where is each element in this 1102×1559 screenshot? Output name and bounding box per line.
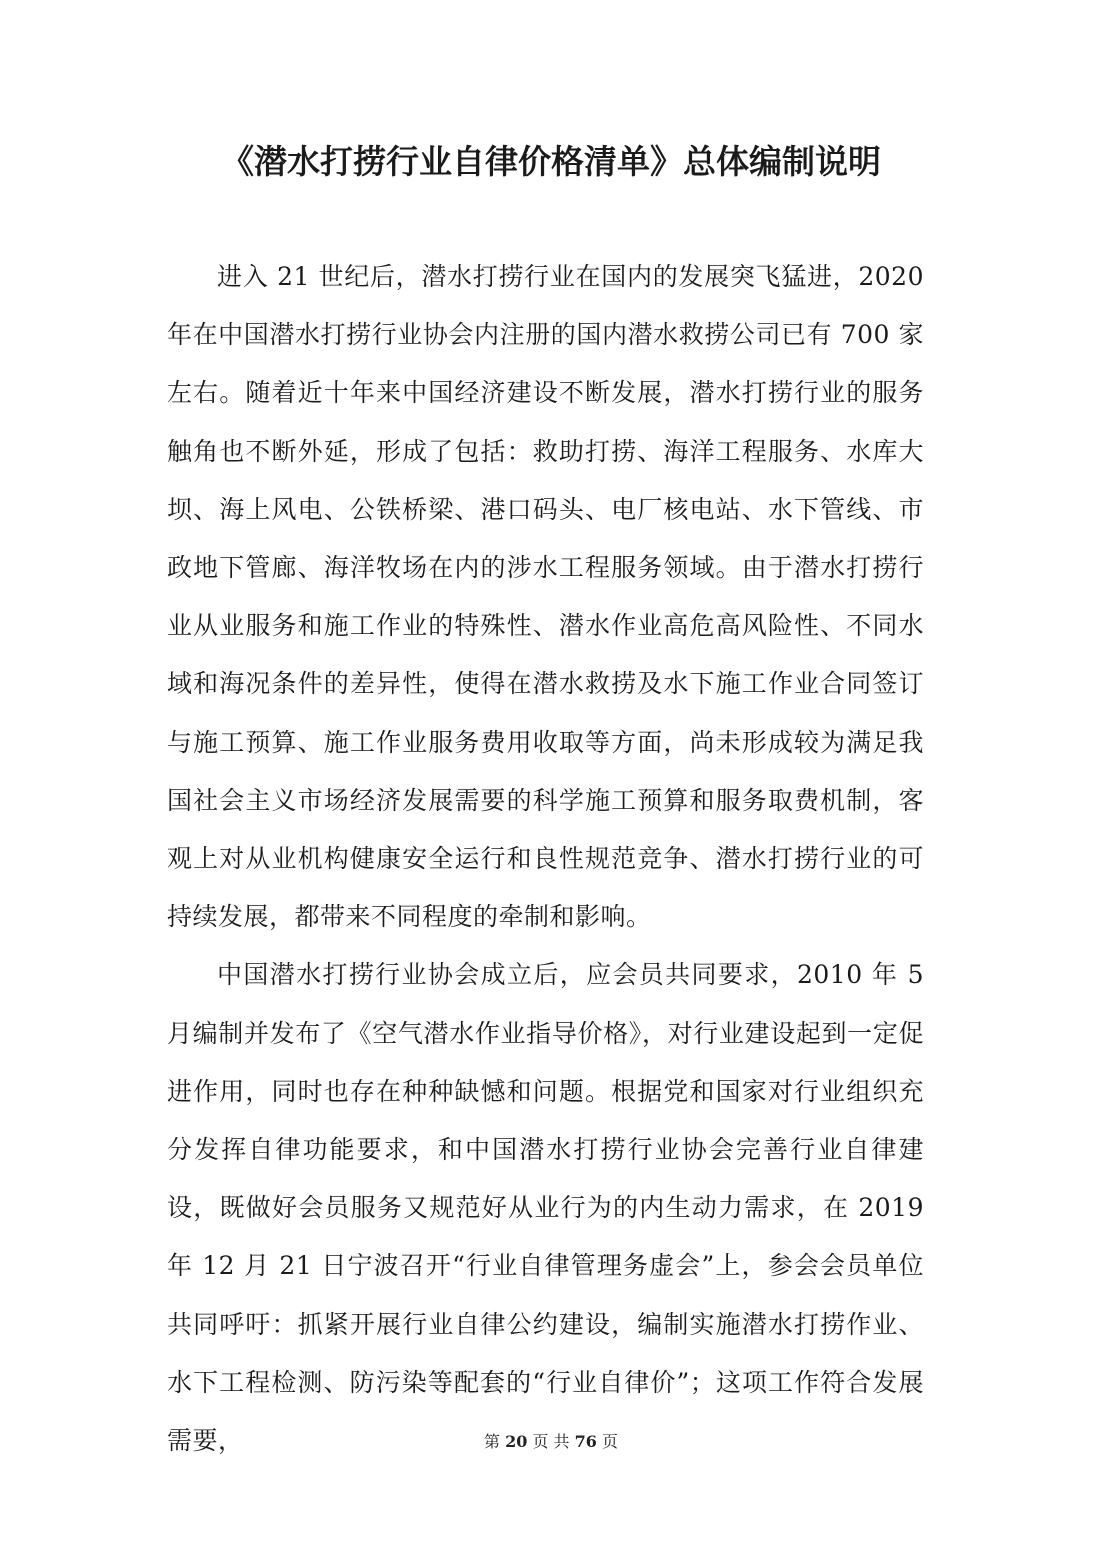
- total-page-number: 76: [574, 1432, 597, 1451]
- document-body: [167, 248, 924, 1470]
- footer-middle: 页 共: [532, 1432, 570, 1451]
- footer-suffix: 页: [602, 1432, 619, 1451]
- document-title: 《潜水打捞行业自律价格清单》总体编制说明: [221, 142, 881, 181]
- paragraph-1: 进入 21 世纪后，潜水打捞行业在国内的发展突飞猛进，2020 年在中国潜水打捞行业协会内注册的国内潜水救捞公司已有 700 家左右。随着近十年来中国经济建设不断发展，潜水打捞行业的服务触角也不断外延，形成了包括：救助打捞、海洋工程服务、水库大坝、海上风电、公铁桥梁、港口码头、电厂核电站、水下管线、市政地下管廊、海洋牧场在内的涉水工程服务领域。由于潜水打捞行业从业服务和施工作业的特殊性、潜水作业高危高风险性、不同水域和海况条件的差异性，使得在潜水救捞及水下施工作业合同签订与施工预算、施工作业服务费用收取等方面，尚未形成较为满足我国社会主义市场经济发展需要的科学施工预算和服务取费机制，客观上对从业机构健康安全运行和良性规范竞争、潜水打捞行业的可持续发展，都带来不同程度的牵制和影响。: [167, 262, 924, 932]
- paragraph-2: 中国潜水打捞行业协会成立后，应会员共同要求，2010 年 5 月编制并发布了《空气潜水作业指导价格》，对行业建设起到一定促进作用，同时也存在种种缺憾和问题。根据党和国家对行业组织充分发挥自律功能要求，和中国潜水打捞行业协会完善行业自律建设，既做好会员服务又规范好从业行为的内生动力需求，在 2019 年 12 月 21 日宁波召开“行业自律管理务虚会”上，参会会员单位共同呼吁：抓紧开展行业自律公约建设，编制实施潜水打捞作业、水下工程检测、防污染等配套的“行业自律价”；这项工作符合发展需要，: [167, 960, 924, 1456]
- current-page-number: 20: [505, 1432, 528, 1451]
- page-footer: [0, 1430, 1102, 1454]
- footer-prefix: 第: [483, 1432, 500, 1451]
